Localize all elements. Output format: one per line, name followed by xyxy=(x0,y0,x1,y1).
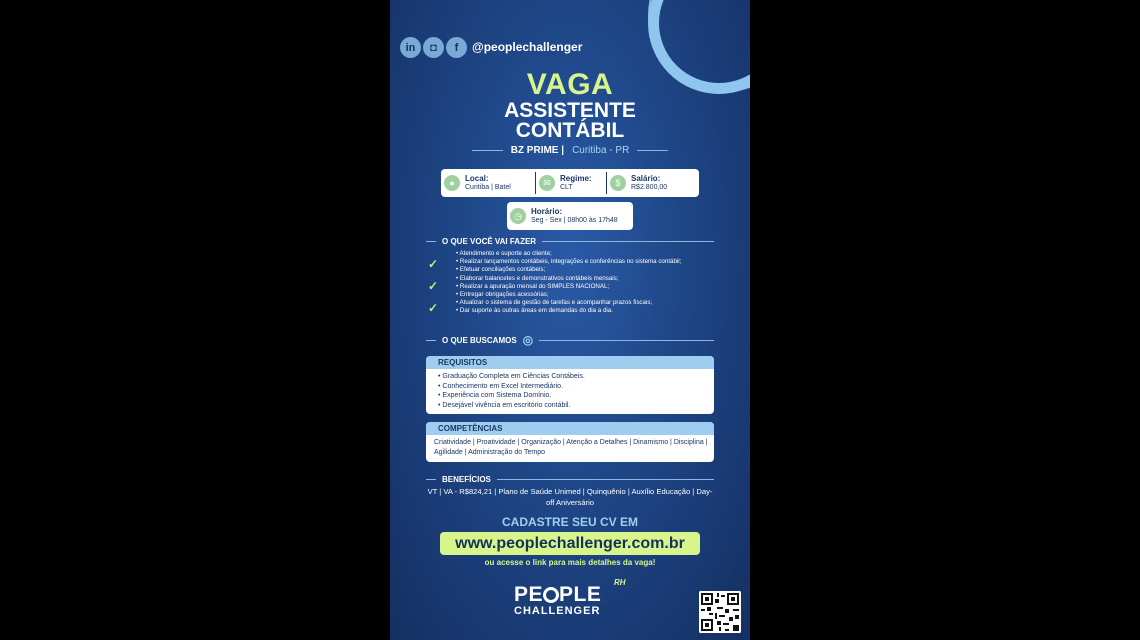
linkedin-icon[interactable]: in xyxy=(400,37,421,58)
local-value: Curitiba | Batel xyxy=(465,184,511,191)
section-fazer-title: O QUE VOCÊ VAI FAZER xyxy=(442,237,537,246)
list-item: • Realizar a apuração mensal do SIMPLES NACIONAL; xyxy=(456,283,736,291)
divider xyxy=(426,479,436,480)
social-handle: @peoplechallenger xyxy=(472,40,583,54)
facebook-icon[interactable]: f xyxy=(446,37,467,58)
info-horario xyxy=(507,207,621,225)
logo-challenger: CHALLENGER xyxy=(514,605,601,617)
check-icon: ✓ xyxy=(428,301,439,315)
divider xyxy=(539,340,714,341)
divider xyxy=(472,150,503,151)
section-buscamos xyxy=(426,333,714,347)
horario-label: Horário: xyxy=(531,207,563,216)
regime-label: Regime: xyxy=(560,174,592,183)
requisitos-card xyxy=(426,356,714,414)
vaga-heading: VAGA xyxy=(526,68,614,101)
beneficios-text: VT | VA - R$824,21 | Plano de Saúde Unimed | Quinquênio | Auxílio Educação | Day-off Aniversário xyxy=(427,487,713,507)
info-regime xyxy=(536,174,606,192)
salario-label: Salário: xyxy=(631,174,661,183)
list-item: • Conhecimento em Excel Intermediário. xyxy=(438,382,714,392)
money-icon: $ xyxy=(610,175,626,191)
divider xyxy=(426,241,436,242)
check-icon: ✓ xyxy=(428,279,439,293)
competencias-title: COMPETÊNCIAS xyxy=(426,422,714,435)
list-item: • Atualizar o sistema de gestão de tarefas e acompanhar prazos fiscais; xyxy=(456,299,736,307)
website-link[interactable]: www.peoplechallenger.com.br xyxy=(440,532,700,555)
divider xyxy=(542,241,714,242)
horario-box xyxy=(507,202,633,230)
logo-text-pe: PE xyxy=(514,583,544,606)
list-item: • Entregar obrigações acessórias; xyxy=(456,291,736,299)
divider xyxy=(426,340,436,341)
list-item: • Elaborar balancetes e demonstrativos contábeis mensais; xyxy=(456,275,736,283)
list-item: • Dar suporte às outras áreas em demandas do dia a dia. xyxy=(456,307,736,315)
qr-code-icon[interactable] xyxy=(699,591,741,633)
social-icons xyxy=(400,37,467,58)
list-item: • Experiência com Sistema Domínio. xyxy=(438,391,714,401)
competencias-card xyxy=(426,422,714,462)
job-title-line2: CONTÁBIL xyxy=(515,119,625,142)
section-beneficios-title: BENEFÍCIOS xyxy=(442,475,491,484)
list-item: • Desejável vivência em escritório contábil. xyxy=(438,401,714,411)
clock-icon: ◷ xyxy=(510,208,526,224)
job-poster xyxy=(390,0,750,640)
divider xyxy=(497,479,714,480)
horario-value: Seg - Sex | 08h00 às 17h48 xyxy=(531,217,618,224)
job-title-line1: ASSISTENTE xyxy=(504,99,636,122)
job-title xyxy=(390,101,750,141)
list-item: • Graduação Completa em Ciências Contábeis. xyxy=(438,372,714,382)
cadastre-heading: CADASTRE SEU CV EM xyxy=(501,515,638,529)
target-icon: ◎ xyxy=(522,333,534,347)
company-location xyxy=(472,145,668,156)
logo-people xyxy=(514,583,601,607)
regime-value: CLT xyxy=(560,184,573,191)
requisitos-title: REQUISITOS xyxy=(426,356,714,369)
logo-target-icon xyxy=(543,587,559,603)
divider xyxy=(637,150,668,151)
list-item: • Realizar lançamentos contábeis, integrações e conferências no sistema contábil; xyxy=(456,258,736,266)
company-name: BZ PRIME | xyxy=(510,145,565,156)
logo-text-ple: PLE xyxy=(559,583,602,606)
job-info-box xyxy=(441,169,699,197)
local-label: Local: xyxy=(465,174,489,183)
section-fazer xyxy=(426,237,714,246)
info-local xyxy=(441,174,535,192)
list-item: • Atendimento e suporte ao cliente; xyxy=(456,250,736,258)
logo-rh: RH xyxy=(614,578,626,587)
requisitos-list xyxy=(426,372,714,411)
check-icon: ✓ xyxy=(428,257,439,271)
envelope-icon: ✉ xyxy=(539,175,555,191)
location-pin-icon: ● xyxy=(444,175,460,191)
section-buscamos-title: O QUE BUSCAMOS xyxy=(442,335,517,345)
instagram-icon[interactable]: ◘ xyxy=(423,37,444,58)
competencias-text: Criatividade | Proatividade | Organização | Atenção a Detalhes | Dinamismo | Disciplina | Agilidade | Administração do Tempo xyxy=(434,439,708,456)
task-list xyxy=(456,250,736,316)
company-city: Curitiba - PR xyxy=(572,145,630,156)
cta-subtext: ou acesse o link para mais detalhes da vaga! xyxy=(484,558,656,567)
list-item: • Efetuar conciliações contábeis; xyxy=(456,266,736,274)
section-beneficios xyxy=(426,475,714,484)
salario-value: R$2.800,00 xyxy=(631,184,668,191)
info-salario xyxy=(607,174,693,192)
